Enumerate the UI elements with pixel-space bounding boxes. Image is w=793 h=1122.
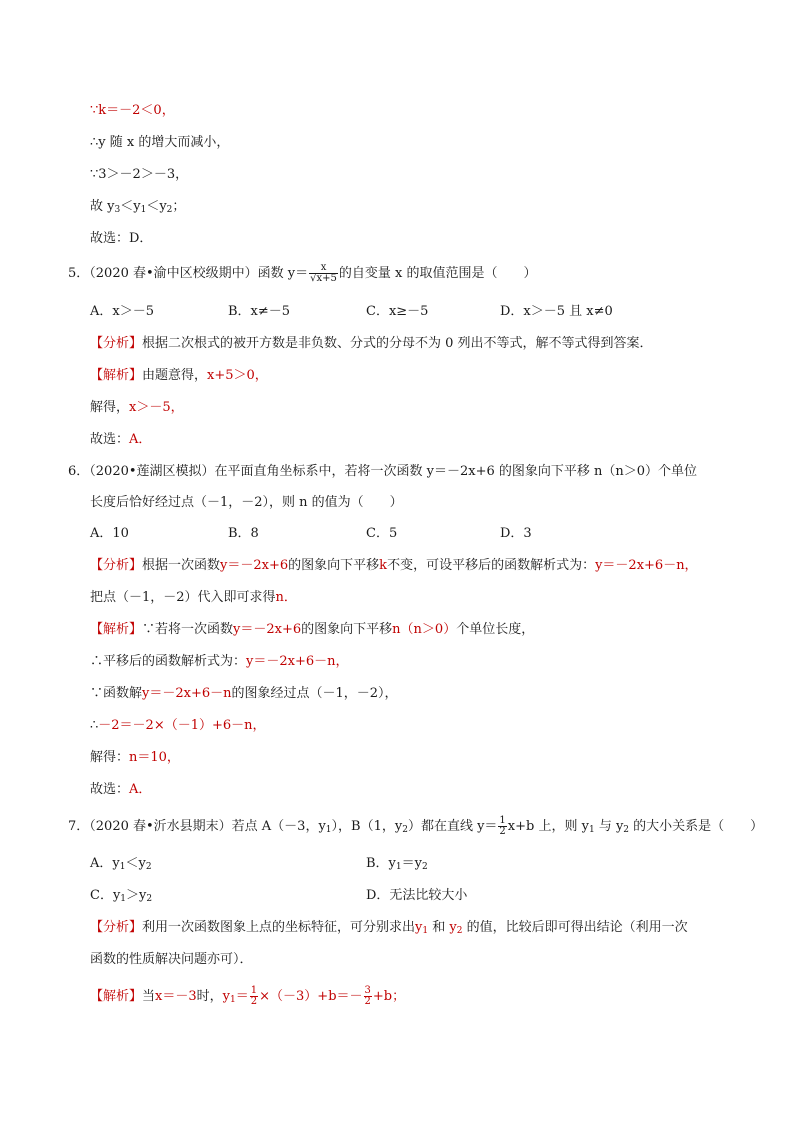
solution-line: ∴－2＝－2×（－1）+6－n， [90,718,266,733]
solution-line: 【解析】∵若将一次函数y＝－2x+6的图象向下平移n（n＞0）个单位长度， [90,622,535,637]
option-a: A．10 [90,526,129,541]
analysis-line: 【分析】根据一次函数y＝－2x+6的图象向下平移k不变，可设平移后的函数解析式为：y＝－2x+6－n， [90,558,698,573]
text-line: ∵3＞－2＞－3， [90,167,189,182]
fraction: $\frac{1}{2}$ [250,985,258,1007]
solution-line: ∴平移后的函数解析式为：y＝－2x+6－n， [90,654,349,669]
option-a: A．$y_1<y_2$ [90,856,152,872]
question-6-stem: 6．（2020•莲湖区模拟）在平面直角坐标系中，若将一次函数 y＝－2x+6 的图象向下平移 n（n＞0）个单位 [68,464,698,479]
option-d: D．3 [500,526,532,541]
solution-line: 故选：A． [90,782,152,797]
text-line: ∵k＝－2＜0， [90,103,175,118]
option-c: C．5 [366,526,398,541]
solution-line: 【解析】当x＝－3时，$y_1=$ $\frac{1}{2}$ ×（－3）+b＝－ $\frac{3}{2}$ +b； [90,985,406,1007]
question-5-stem: 5．（2020 春•渝中区校级期中）函数 y＝ $\frac{x}{√x+5}$ 的自变量 x 的取值范围是（ ） [68,262,537,284]
option-d: D．x＞－5 且 x≠0 [500,304,613,319]
fraction: $\frac{1}{2}$ [499,815,506,837]
text-line: ∴y 随 x 的增大而减小， [90,135,230,150]
question-7-stem: 7．（2020 春•沂水县期末）若点 A（－3，$y_1$），B（1，$y_2$）都在直线 y＝ $\frac{1}{2}$ x+b 上，则 $y_1$ 与 $y_2$ 的大小关系是（ ） [68,815,764,837]
option-a: A．x＞－5 [90,304,154,319]
solution-line: 【解析】由题意得，x+5＞0， [90,368,268,383]
fraction: $\frac{x}{√x+5}$ [310,262,337,284]
option-d: D．无法比较大小 [366,888,468,903]
text-line: 故 $y_3<y_1<y_2$； [90,199,186,215]
analysis-line: 把点（－1，－2）代入即可求得n． [90,590,297,605]
fraction: $\frac{3}{2}$ [364,985,371,1007]
solution-line: 解得：n＝10， [90,750,180,765]
option-b: B．$y_1=y_2$ [366,856,428,872]
analysis-line: 【分析】根据二次根式的被开方数是非负数、分式的分母不为 0 列出不等式，解不等式得到答案． [90,336,653,351]
analysis-line: 函数的性质解决问题亦可）． [90,952,253,967]
solution-line: ∵函数解y＝－2x+6－n的图象经过点（－1，－2）， [90,686,398,701]
solution-line: 故选：A． [90,432,152,447]
analysis-line: 【分析】利用一次函数图象上点的坐标特征，可分别求出$y_1$ 和 $y_2$ 的值，比较后即可得出结论（利用一次 [90,920,688,936]
option-c: C．x≥－5 [366,304,429,319]
text-line: 故选：D． [90,231,153,246]
question-6-stem: 长度后恰好经过点（－1，－2），则 n 的值为（ ） [90,495,403,510]
option-c: C．$y_1>y_2$ [90,888,153,904]
solution-line: 解得，x＞－5， [90,400,184,415]
option-b: B．x≠－5 [228,304,291,319]
option-b: B．8 [228,526,259,541]
